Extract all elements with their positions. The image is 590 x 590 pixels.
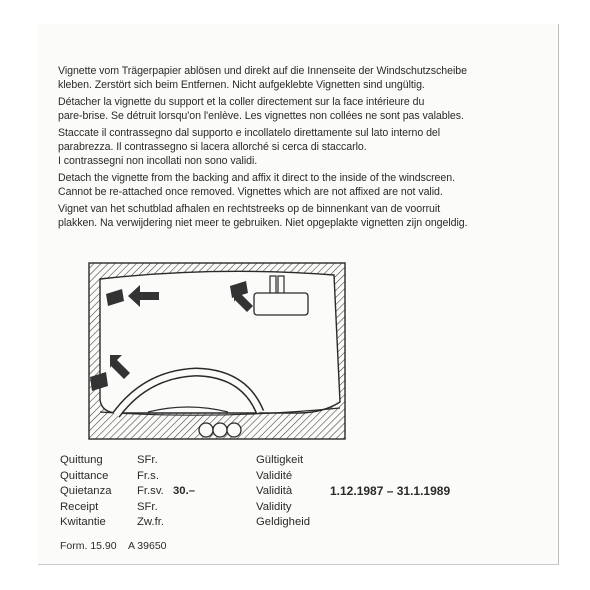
instructions-de [58,64,558,92]
instruction-line: Détacher la vignette du support et la coller directement sur la face intérieure du [58,96,425,108]
currency-label: Zw.fr. [137,516,164,528]
windscreen-illustration [88,262,346,440]
validity-label: Validità [256,485,293,497]
receipt-section [60,453,540,563]
instruction-line: parabrezza. Il contrassegno si lacera allorché si cerca di staccarlo. [58,141,367,153]
currency-label: Fr.s. [137,469,159,482]
instructions-fr [58,95,558,123]
validity-label: Validité [256,469,293,482]
amount-value: 30.– [173,485,195,497]
receipt-label: Kwitantie [60,516,106,528]
validity-label: Geldigheid [256,516,311,528]
instruction-line: Vignette vom Trägerpapier ablösen und direkt auf die Innenseite der Windschutzscheibe [58,65,467,77]
receipt-labels [60,453,112,531]
instruction-line: Vignet van het schutblad afhalen en rechtstreeks op de binnenkant van de voorruit [58,203,441,215]
instruction-line: pare-brise. Se détruit lorsqu'on l'enlève. Les vignettes non collées ne sont pas valables. [58,110,464,122]
instruction-line: kleben. Zerstört sich beim Entfernen. Nicht aufgeklebte Vignetten sind ungültig. [58,79,425,91]
form-number-line [60,539,176,555]
receipt-label: Receipt [60,500,99,513]
currency-label: SFr. [137,500,158,513]
instructions-block [58,64,558,233]
receipt-label: Quittance [60,469,109,482]
validity-period: 1.12.1987 – 31.1.1989 [330,484,451,498]
serial-number: A 39650 [127,540,167,552]
receipt-label: Quittung [60,454,103,466]
instructions-nl [58,202,558,230]
instructions-en [58,171,558,199]
receipt-label: Quietanza [60,485,112,497]
validity-labels [256,453,310,531]
instruction-line: plakken. Na verwijdering niet meer te gebruiken. Niet opgeplakte vignetten zijn ongeldig. [58,217,468,229]
validity-label: Gültigkeit [256,454,304,466]
currency-labels [137,453,164,531]
validity-label: Validity [256,500,292,513]
form-number: Form. 15.90 [60,540,117,552]
instructions-it [58,126,558,168]
currency-label: Fr.sv. [137,485,164,497]
instruction-line: Detach the vignette from the backing and affix it direct to the inside of the windscreen. [58,172,455,184]
instruction-line: Cannot be re-attached once removed. Vignettes which are not affixed are not valid. [58,186,443,198]
currency-label: SFr. [137,454,158,466]
instruction-line: Staccate il contrassegno dal supporto e incollatelo direttamente sul lato interno del [58,127,441,139]
instruction-line: I contrassegni non incollati non sono validi. [58,155,258,167]
